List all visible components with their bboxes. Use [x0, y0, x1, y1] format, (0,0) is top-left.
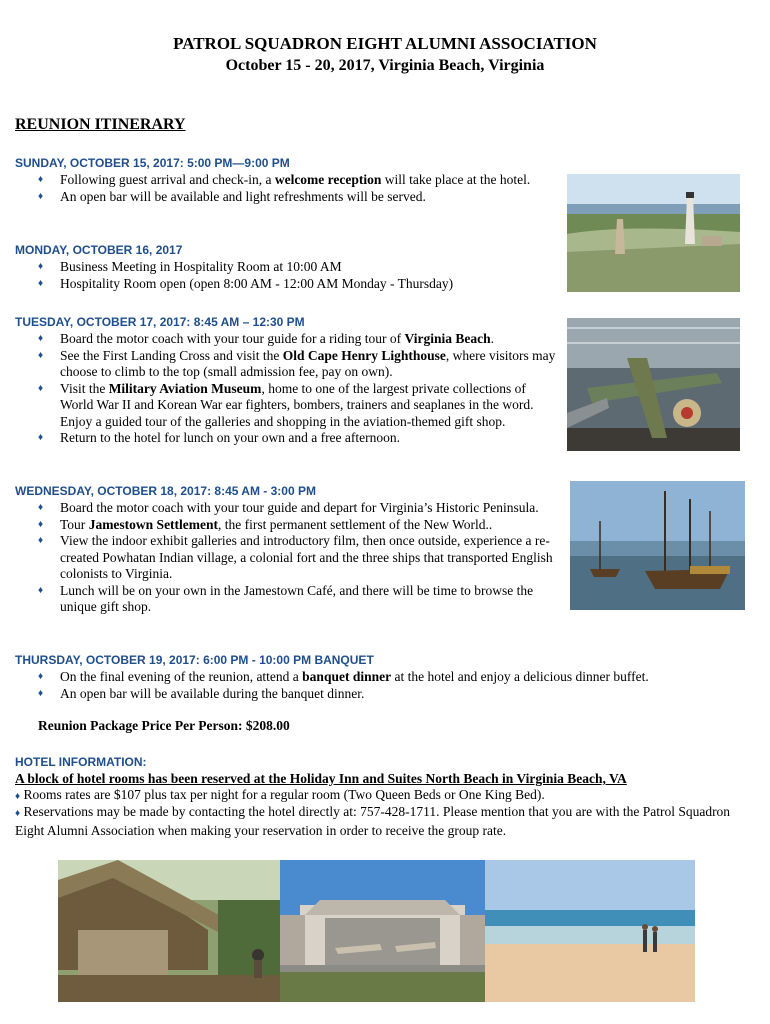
list-item: ♦ Following guest arrival and check-in, a welcome reception will take place at the hotel.	[38, 172, 558, 189]
wednesday-heading: WEDNESDAY, OCTOBER 18, 2017: 8:45 AM - 3:00 PM	[15, 484, 316, 498]
sunday-heading: SUNDAY, OCTOBER 15, 2017: 5:00 PM—9:00 PM	[15, 156, 290, 170]
tuesday-heading: TUESDAY, OCTOBER 17, 2017: 8:45 AM – 12:30 PM	[15, 315, 305, 329]
hangar-photo	[280, 860, 485, 1002]
list-item: ♦ See the First Landing Cross and visit the Old Cape Henry Lighthouse, where visitors may choose to climb to the top (small admission fee, pay on own).	[38, 348, 560, 381]
jamestown-ships-photo	[570, 481, 745, 610]
list-item: ♦ Business Meeting in Hospitality Room at 10:00 AM	[38, 259, 558, 276]
list-item: ♦ Lunch will be on your own in the Jamestown Café, and there will be time to browse the unique gift shop.	[38, 583, 563, 616]
hotel-reservation-line: ♦ Reservations may be made by contacting the hotel directly at: 757-428-1711. Please mention that you are with the Patrol Squadron Eight Alumni Association when making your reservation in order to receive the group rate.	[15, 804, 731, 838]
colonial-village-photo	[58, 860, 280, 1002]
list-item: ♦ An open bar will be available during the banquet dinner.	[38, 686, 753, 703]
list-item: ♦ View the indoor exhibit galleries and introductory film, then once outside, experience a re-created Powhatan Indian village, a colonial fort and the three ships that transported English colonists to Virginia.	[38, 533, 563, 583]
list-item: ♦ Return to the hotel for lunch on your own and a free afternoon.	[38, 430, 560, 447]
list-item: ♦ Tour Jamestown Settlement, the first permanent settlement of the New World..	[38, 517, 563, 534]
aviation-museum-photo	[567, 318, 740, 451]
hotel-block-note: A block of hotel rooms has been reserved at the Holiday Inn and Suites North Beach in Virginia Beach, VA	[15, 771, 627, 786]
beach-photo	[485, 860, 695, 1002]
list-item: ♦ Visit the Military Aviation Museum, home to one of the largest private collections of World War II and Korean War ear fighters, bombers, trainers and seaplanes in the word. Enjoy a guided tour of the galleries and shopping in the aviation-themed gift shop.	[38, 381, 560, 431]
monday-heading: MONDAY, OCTOBER 16, 2017	[15, 243, 183, 257]
thursday-list	[38, 669, 753, 702]
thursday-heading: THURSDAY, OCTOBER 19, 2017: 6:00 PM - 10:00 PM BANQUET	[15, 653, 374, 667]
list-item: ♦ Board the motor coach with your tour guide for a riding tour of Virginia Beach.	[38, 331, 560, 348]
list-item: ♦ Hospitality Room open (open 8:00 AM - 12:00 AM Monday - Thursday)	[38, 276, 558, 293]
tuesday-list	[38, 331, 560, 447]
hotel-rate-line: ♦ Rooms rates are $107 plus tax per night for a regular room (Two Queen Beds or One King Bed).	[15, 787, 545, 802]
itinerary-heading: REUNION ITINERARY	[15, 116, 186, 133]
diamond-icon: ♦	[15, 808, 21, 819]
list-item: ♦ Board the motor coach with your tour guide and depart for Virginia’s Historic Peninsula.	[38, 500, 563, 517]
monday-list	[38, 259, 558, 292]
list-item: ♦ An open bar will be available and light refreshments will be served.	[38, 189, 558, 206]
page-subtitle: October 15 - 20, 2017, Virginia Beach, Virginia	[225, 57, 545, 74]
diamond-icon: ♦	[15, 791, 21, 802]
wednesday-list	[38, 500, 563, 616]
lighthouse-photo	[567, 174, 740, 292]
page-title: PATROL SQUADRON EIGHT ALUMNI ASSOCIATION	[173, 34, 597, 53]
sunday-list	[38, 172, 558, 205]
package-price: Reunion Package Price Per Person: $208.00	[38, 718, 290, 733]
hotel-heading: HOTEL INFORMATION:	[15, 755, 147, 769]
list-item: ♦ On the final evening of the reunion, attend a banquet dinner at the hotel and enjoy a delicious dinner buffet.	[38, 669, 753, 686]
